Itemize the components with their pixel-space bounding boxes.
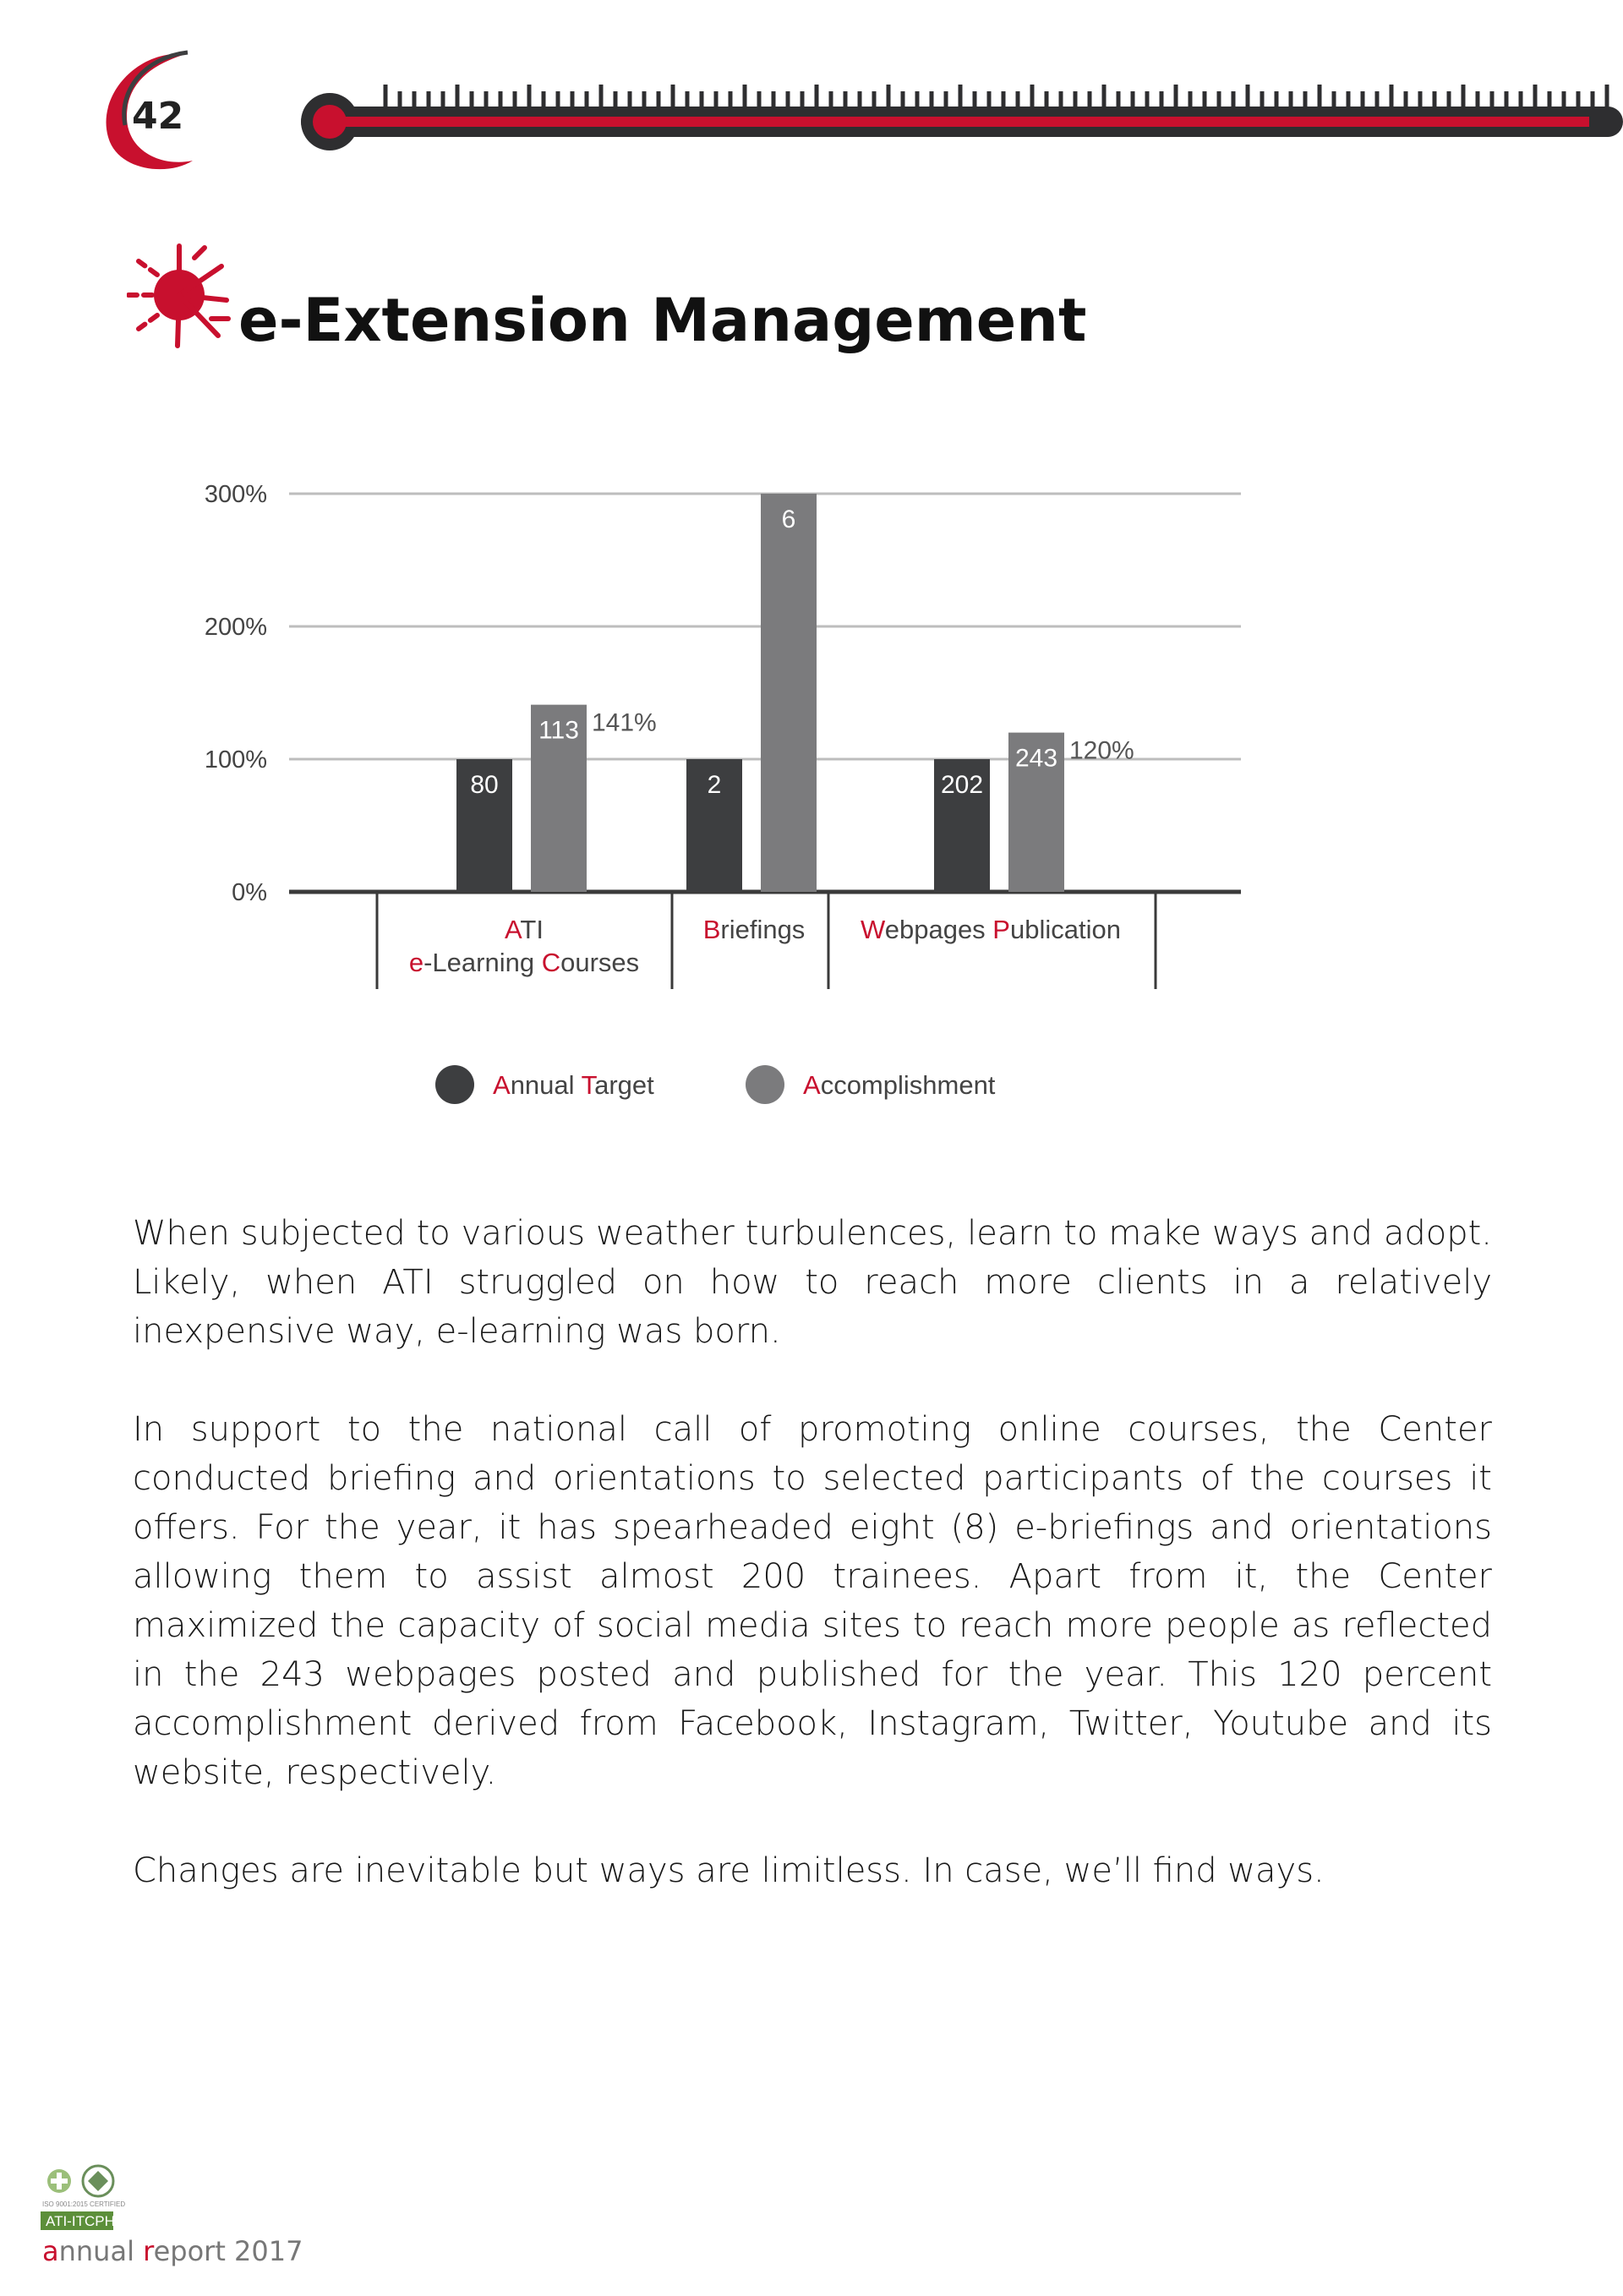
legend-swatch	[746, 1065, 784, 1104]
category-label: e-Learning Courses	[408, 948, 640, 977]
bar-value-label: 202	[940, 771, 984, 799]
chart-legend	[435, 1065, 996, 1104]
iso-certified-logo	[41, 2164, 134, 2235]
bar-value-label: 6	[781, 506, 796, 533]
bar-value-label: 2	[707, 771, 722, 799]
svg-text:ISO 9001:2015 CERTIFIED: ISO 9001:2015 CERTIFIED	[42, 2200, 126, 2208]
body-paragraph-1: When subjected to various weather turbulences, learn to make ways and adopt. Likely, when ATI struggled on how to reach more clients in a relatively inexpensive way, e-learning was born.	[133, 1214, 1492, 1351]
body-paragraph-3: Changes are inevitable but ways are limitless. In case, we’ll find ways.	[133, 1851, 1325, 1890]
page-number: 42	[132, 95, 184, 138]
chart-categories	[409, 915, 1121, 977]
bar-value-label: 80	[470, 771, 499, 799]
header-ruler	[292, 85, 1623, 161]
category-label: ATI	[505, 915, 544, 944]
footer-report-label	[42, 2235, 303, 2267]
footer-report-text-1: nnual	[58, 2235, 144, 2267]
svg-text:ATI-ITCPH: ATI-ITCPH	[46, 2213, 115, 2229]
category-label: Webpages Publication	[861, 915, 1121, 944]
footer-report-initial-a: a	[42, 2235, 59, 2267]
bar-accomplishment	[761, 494, 817, 892]
sun-snowflake-icon	[127, 241, 237, 351]
bar-chart	[169, 465, 1268, 1124]
y-tick-label: 0%	[232, 879, 267, 906]
y-tick-label: 200%	[204, 614, 267, 641]
body-paragraph-2: In support to the national call of promoting online courses, the Center conducted briefing and orientations to selected participants of the courses it offers. For the year, it has spearheaded eight (8) e-briefings and orientations allowing them to assist almost 200 trainees. Apart from it, the Center maximized the capacity of social media sites to reach more people as reflected in the 243 webpages posted and published for the year. This 120 percent accomplishment derived from Facebook, Instagram, Twitter, Youtube and its website, respectively.	[133, 1410, 1492, 1792]
percent-label: 141%	[592, 708, 657, 737]
y-tick-label: 300%	[204, 481, 267, 508]
legend-label: Annual Target	[493, 1070, 654, 1100]
chart-y-ticks	[205, 481, 267, 906]
percent-label: 120%	[1069, 736, 1134, 765]
section-title: e-Extension Management	[238, 286, 1087, 355]
chart-bars	[456, 494, 1134, 892]
legend-swatch	[435, 1065, 474, 1104]
y-tick-label: 100%	[204, 746, 267, 774]
bar-value-label: 243	[1014, 744, 1058, 773]
bar-value-label: 113	[538, 716, 579, 745]
footer-report-text-2: eport 2017	[153, 2235, 303, 2267]
category-label: Briefings	[702, 915, 806, 944]
body-text	[133, 1209, 1492, 1944]
legend-label: Accomplishment	[803, 1070, 996, 1100]
footer-report-initial-r: r	[143, 2235, 154, 2267]
